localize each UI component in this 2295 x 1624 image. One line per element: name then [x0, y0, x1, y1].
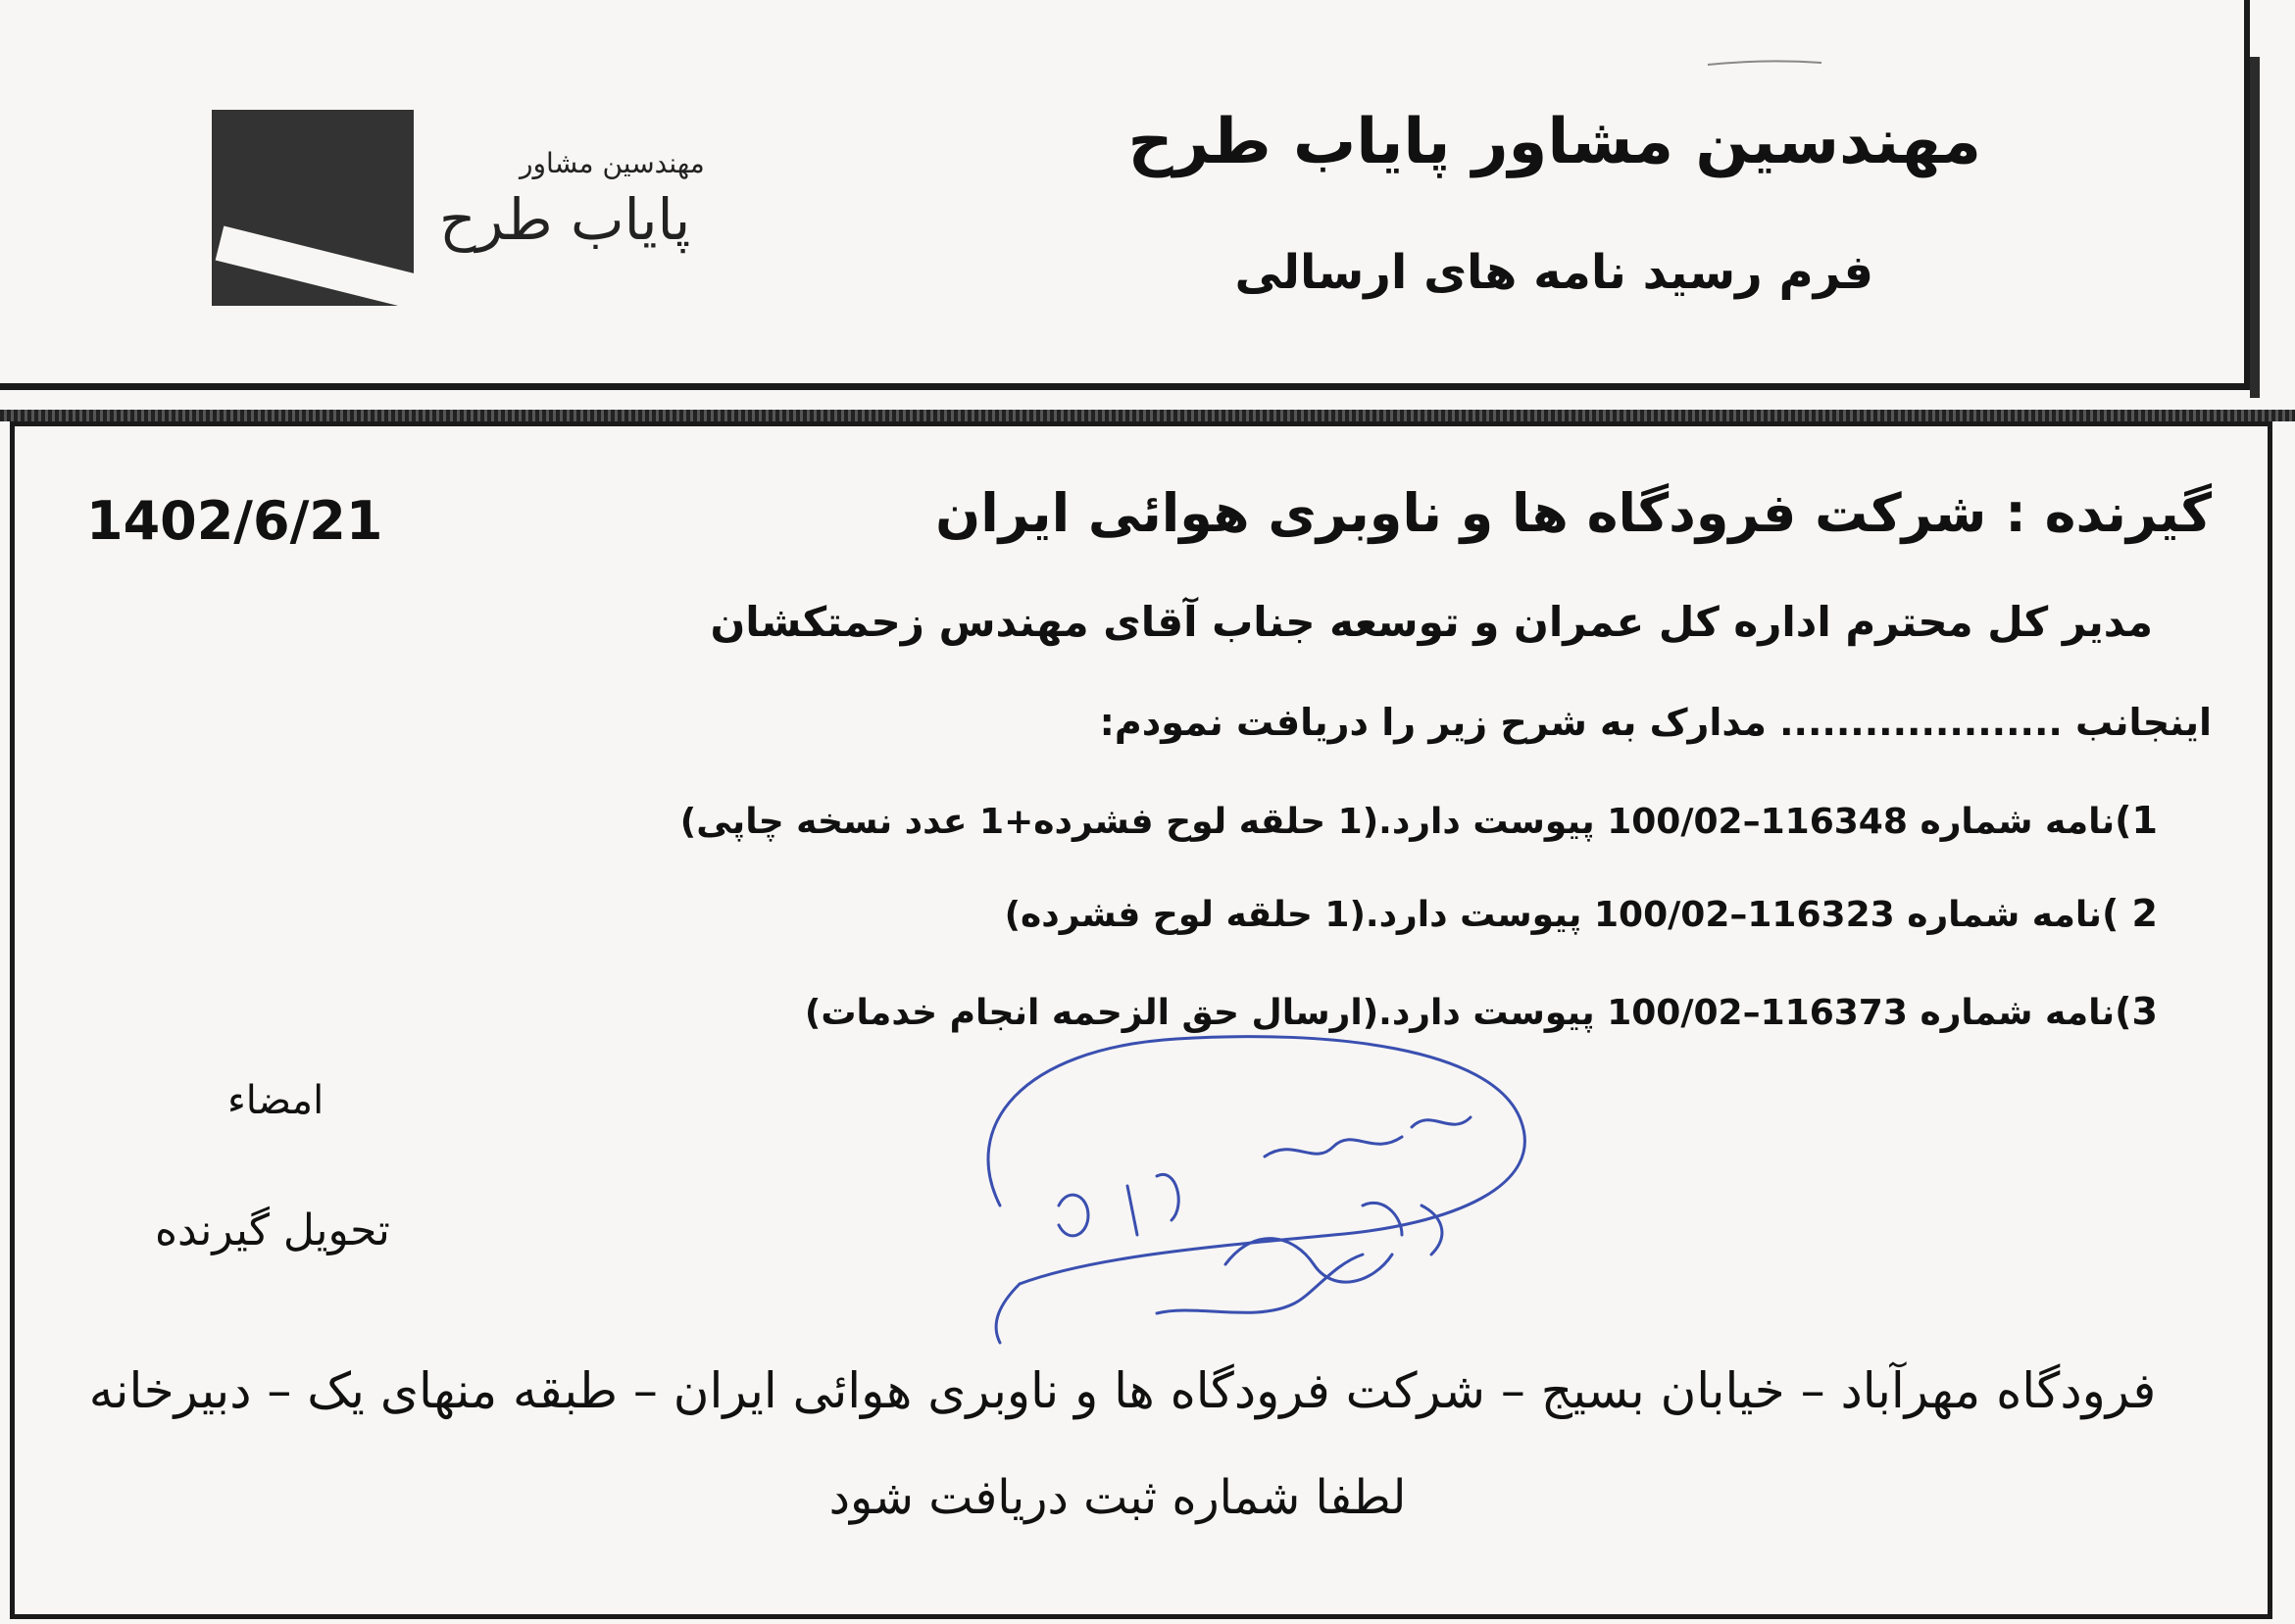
list-item-number: 1): [2115, 799, 2158, 842]
signature-label: امضاء: [227, 1078, 324, 1123]
logo-large-text: پایاب طرح: [439, 186, 691, 253]
recipient-delivery-label: تحویل گیرنده: [155, 1206, 390, 1255]
list-item-number: 2 ): [2101, 892, 2158, 935]
list-item: [1005, 892, 2158, 935]
scan-mark: [1706, 57, 1823, 69]
handwritten-signature: [941, 1009, 1549, 1372]
list-item-text: نامه شماره 116323–100/02 پیوست دارد.(1 حلقه لوح فشرده): [1004, 895, 2102, 935]
list-item-text: نامه شماره 116348–100/02 پیوست دارد.(1 حلقه لوح فشرده+1 عدد نسخه چاپی): [679, 802, 2116, 842]
letter-date: 1402/6/21: [86, 490, 383, 552]
address-line: فرودگاه مهرآباد – خیابان بسیج – شرکت فرودگاه ها و ناوبری هوائی ایران – طبقه منهای یک – دبیرخانه: [88, 1362, 2157, 1419]
frame-top-border: [0, 410, 2295, 421]
header-shadow: [2250, 57, 2260, 398]
company-logo-icon: [212, 110, 414, 306]
list-item-number: 3): [2115, 990, 2158, 1033]
registration-note: لطفا شماره ثبت دریافت شود: [828, 1470, 1407, 1525]
salutation-line: مدیر کل محترم اداره کل عمران و توسعه جناب آقای مهندس زحمتکشان: [710, 598, 2153, 646]
logo-stripe: [216, 226, 414, 306]
logo-small-text: مهندسین مشاور: [520, 147, 705, 179]
company-name: مهندسین مشاور پایاب طرح: [1127, 106, 1981, 178]
list-item-text: نامه شماره 116373–100/02 پیوست دارد.(ارسال حق الزحمه انجام خدمات): [804, 993, 2116, 1033]
list-item: [680, 799, 2158, 842]
form-title: فرم رسید نامه های ارسالی: [1234, 245, 1873, 300]
intro-line: اینجانب .................... مدارک به شرح زیر را دریافت نمودم:: [1099, 701, 2212, 744]
recipient-line: گیرنده : شرکت فرودگاه ها و ناوبری هوائی ایران: [935, 482, 2212, 544]
